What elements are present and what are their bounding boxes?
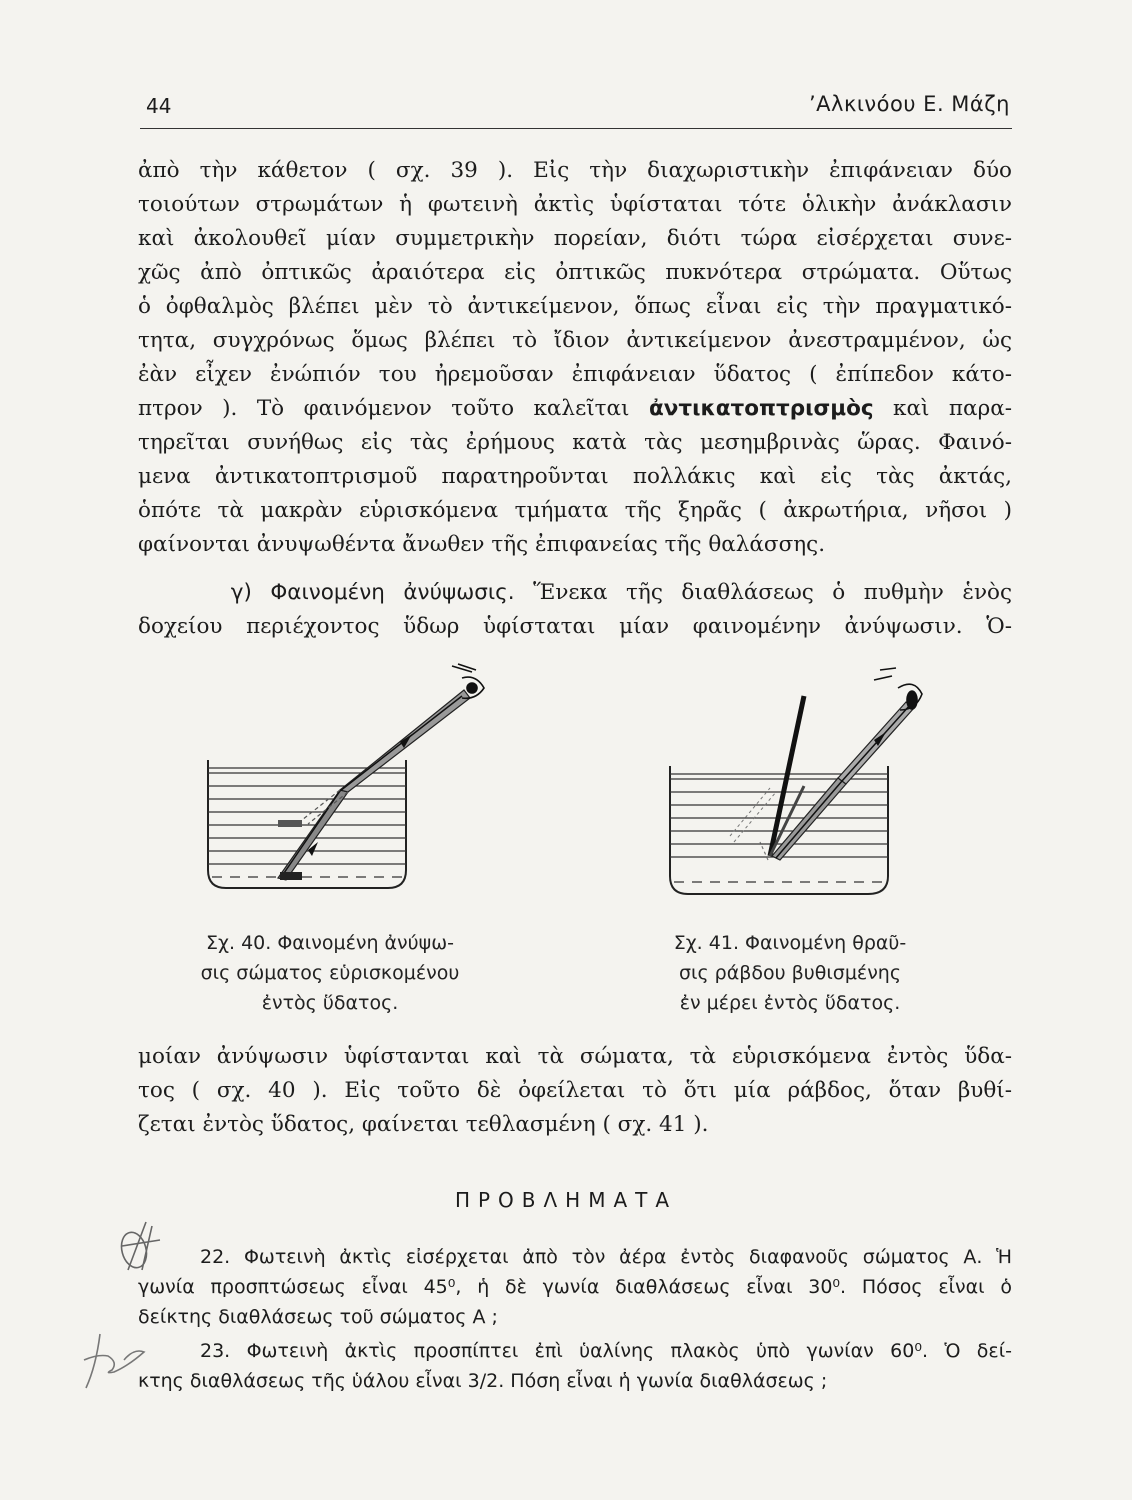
figure-40-caption	[180, 928, 480, 1018]
page-number: 44	[146, 94, 172, 118]
figure-40-diagram	[190, 660, 520, 900]
eye-icon	[874, 668, 922, 710]
caption-line: ἐντὸς ὕδατος.	[261, 992, 399, 1014]
eye-icon	[452, 664, 484, 698]
text-line: χῶς ἀπὸ ὀπτικῶς ἀραιότερα εἰς ὀπτικῶς πυκνότερα στρώματα. Οὕτως	[138, 260, 1012, 285]
text-line: ἐὰν εἶχεν ἐνώπιόν του ἠρεμοῦσαν ἐπιφάνειαν ὕδατος ( ἐπίπεδον κάτο-	[138, 362, 1012, 387]
bold-term: ἀντικατοπτρισμὸς	[648, 396, 874, 421]
text-line: ὁ ὀφθαλμὸς βλέπει μὲν τὸ ἀντικείμενον, ὅπως εἶναι εἰς τὴν πραγματικό-	[138, 294, 1012, 319]
text-line: φαίνονται ἀνυψωθέντα ἄνωθεν τῆς ἐπιφανείας τῆς θαλάσσης.	[138, 532, 826, 557]
section-subheading: γ) Φαινομένη ἀνύψωσις.	[230, 580, 515, 605]
text-line: 22. Φωτεινὴ ἀκτὶς εἰσέρχεται ἀπὸ τὸν ἀέρα ἐντὸς διαφανοῦς σώματος Α. Ἡ	[200, 1246, 1012, 1268]
text-line: ἀπὸ τὴν κάθετον ( σχ. 39 ). Εἰς τὴν διαχωριστικὴν ἐπιφάνειαν δύο	[138, 158, 1012, 183]
text-run: πτρον ). Τὸ φαινόμενον τοῦτο καλεῖται	[138, 396, 649, 421]
water-lines	[670, 774, 888, 882]
water-lines	[208, 768, 406, 877]
container-outline	[208, 760, 406, 888]
text-line: μοίαν ἀνύψωσιν ὑφίστανται καὶ τὰ σώματα, τὰ εὑρισκόμενα ἐντὸς ὕδα-	[138, 1044, 1012, 1069]
text-line: κτης διαθλάσεως τῆς ὑάλου εἶναι 3/2. Πόση εἶναι ἡ γωνία διαθλάσεως ;	[138, 1370, 828, 1392]
pencil-mark-icon	[112, 1216, 172, 1276]
caption-line: Σχ. 40. Φαινομένη ἀνύψω-	[206, 932, 454, 954]
text-line: γωνία προσπτώσεως εἶναι 45⁰, ἡ δὲ γωνία διαθλάσεως εἶναι 30⁰. Πόσος εἶναι ὁ	[138, 1276, 1012, 1298]
pencil-mark-icon	[78, 1326, 150, 1396]
object-real	[280, 872, 302, 880]
text-line	[138, 392, 1012, 426]
problems-heading: ΠΡΟΒΛΗΜΑΤΑ	[454, 1188, 678, 1212]
container-outline	[670, 766, 888, 894]
paragraph-2	[138, 576, 1012, 644]
text-line: τητα, συγχρόνως ὅμως βλέπει τὸ ἴδιον ἀντικείμενον ἀνεστραμμένον, ὡς	[138, 328, 1012, 353]
figure-41-diagram	[660, 660, 930, 910]
object-apparent	[278, 820, 302, 827]
text-line: τηρεῖται συνήθως εἰς τὰς ἐρήμους κατὰ τὰς μεσημβρινὰς ὥρας. Φαινό-	[138, 430, 1012, 455]
caption-line: σις σώματος εὑρισκομένου	[200, 962, 460, 984]
figure-41-caption	[640, 928, 940, 1018]
caption-line: Σχ. 41. Φαινομένη θραῦ-	[673, 932, 907, 954]
text-line: δείκτης διαθλάσεως τοῦ σώματος Α ;	[138, 1306, 498, 1328]
running-head-author: ’Αλκινόου Ε. Μάζη	[808, 92, 1010, 116]
text-line: ζεται ἐντὸς ὕδατος, φαίνεται τεθλασμένη ( σχ. 41 ).	[138, 1112, 709, 1137]
caption-line: ἐν μέρει ἐντὸς ὕδατος.	[679, 992, 901, 1014]
page-header	[140, 88, 1012, 129]
text-line: μενα ἀντικατοπτρισμοῦ παρατηροῦνται πολλάκις καὶ εἰς τὰς ἀκτάς,	[138, 464, 1012, 489]
text-line: καὶ ἀκολουθεῖ μίαν συμμετρικὴν πορείαν, διότι τώρα εἰσέρχεται συνε-	[138, 226, 1012, 251]
text-line: 23. Φωτεινὴ ἀκτὶς προσπίπτει ἐπὶ ὑαλίνης πλακὸς ὑπὸ γωνίαν 60⁰. Ὁ δεί-	[200, 1340, 1012, 1362]
caption-line: σις ράβδου βυθισμένης	[678, 962, 902, 984]
problem-23	[138, 1336, 1012, 1396]
paragraph-1	[138, 154, 1012, 562]
text-run: καὶ παρα-	[873, 396, 1012, 421]
text-line: τος ( σχ. 40 ). Εἰς τοῦτο δὲ ὀφείλεται τὸ ὅτι μία ράβδος, ὅταν βυθί-	[138, 1078, 1012, 1103]
text-line: δοχείου περιέχοντος ὕδωρ ὑφίσταται μίαν φαινομένην ἀνύψωσιν. Ὁ-	[138, 614, 1012, 639]
text-line: ὁπότε τὰ μακρὰν εὑρισκόμενα τμήματα τῆς ξηρᾶς ( ἀκρωτήρια, νῆσοι )	[138, 498, 1012, 523]
text-line	[138, 576, 1012, 610]
paragraph-3	[138, 1040, 1012, 1142]
light-ray-beam	[730, 702, 914, 860]
text-line: τοιούτων στρωμάτων ἡ φωτεινὴ ἀκτὶς ὑφίσταται τότε ὁλικὴν ἀνάκλασιν	[138, 192, 1012, 217]
text-run: Ἕνεκα τῆς διαθλάσεως ὁ πυθμὴν ἑνὸς	[514, 580, 1012, 605]
problem-22	[138, 1242, 1012, 1332]
